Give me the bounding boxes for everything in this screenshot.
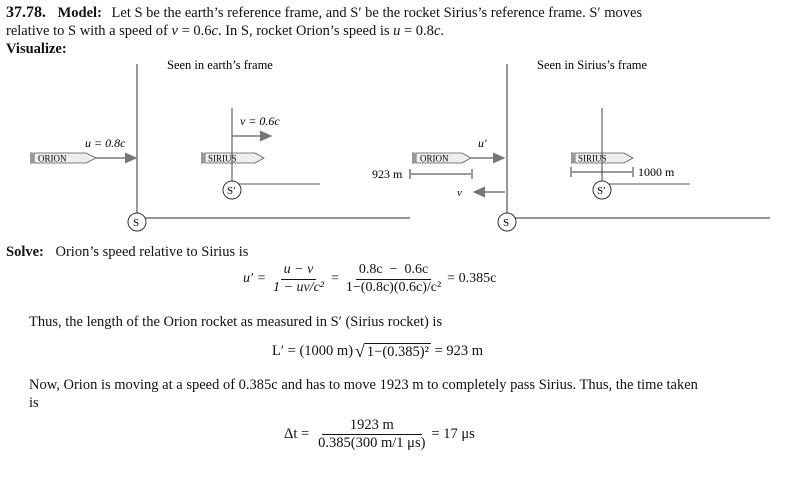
problem-number: 37.78. [6, 4, 46, 21]
visualize-label: Visualize: [6, 41, 67, 57]
now-line-2: is [29, 395, 39, 411]
problem-text-2g: . [440, 23, 444, 39]
S-origin-marker-right [498, 213, 516, 231]
problem-text-1: Let S be the earth’s reference frame, and S′ be the rocket Sirius’s reference frame. S′ moves [111, 5, 643, 21]
equation-u-prime [243, 263, 496, 295]
S-prime-origin-marker-right [593, 181, 611, 199]
S-origin-marker-left [128, 213, 146, 231]
eq1-f2-numerator: 0.8c − 0.6c [356, 263, 431, 280]
sqrt-sign: √ [355, 341, 365, 361]
c-symbol: c [211, 23, 218, 39]
eq1-fraction-1 [270, 263, 327, 295]
S-prime-origin-marker-left [223, 181, 241, 199]
solve-label: Solve: [6, 244, 44, 260]
eq2-lhs: L′ = (1000 m) [272, 343, 354, 359]
solve-line [6, 244, 248, 261]
orion-label-right: ORION [420, 153, 449, 164]
right-frame-title: Seen in Sirius’s frame [537, 58, 648, 72]
earth-frame-axes-right [507, 64, 770, 218]
frames-diagram [0, 56, 800, 246]
problem-text-2d: . In S, rocket Orion’s speed is [217, 23, 394, 39]
length-923-dimension [410, 169, 472, 179]
orion-rocket-left [30, 152, 96, 164]
orion-rocket-right [412, 152, 471, 164]
eq3-numerator: 1923 m [322, 418, 422, 435]
S-label-left: S [133, 217, 140, 229]
eq1-equals: = [330, 271, 339, 287]
now-line-1: Now, Orion is moving at a speed of 0.385c and has to move 1923 m to completely pass Sirius. Thus, the time taken [29, 377, 698, 393]
problem-text-2e: = 0.8 [400, 23, 434, 39]
speed-v-symbol: v [171, 23, 178, 39]
u-label: u = 0.8c [85, 136, 126, 150]
left-frame-title: Seen in earth’s frame [167, 58, 273, 72]
sirius-label-left: SIRIUS [208, 153, 237, 164]
eq1-f2-denominator: 1−(0.8c)(0.6c)/c² [345, 279, 442, 295]
u-prime-label: u′ [478, 136, 487, 150]
eq1-lhs: u′ = [243, 271, 267, 287]
earth-frame-axes [137, 64, 410, 218]
problem-line-2 [6, 23, 444, 40]
v-small-label: v [457, 187, 462, 199]
eq3-denominator: 0.385(300 m/1 μs) [318, 435, 426, 452]
problem-line-1 [6, 4, 642, 22]
S-label-right: S [503, 217, 510, 229]
orion-label-left: ORION [38, 153, 67, 164]
length-1000-label: 1000 m [638, 165, 675, 179]
eq3-lhs: Δt = [284, 426, 310, 443]
eq1-result: = 0.385c [447, 271, 497, 287]
solve-intro: Orion’s speed relative to Sirius is [55, 244, 249, 260]
eq1-f1-denominator: 1 − uv/c² [273, 279, 324, 295]
eq3-fraction [315, 418, 428, 451]
S-prime-label-right: S′ [597, 185, 606, 197]
problem-text-2a: relative to S with a speed of [6, 23, 172, 39]
speed-u-symbol: u [393, 23, 401, 39]
model-label: Model: [57, 5, 102, 21]
c-symbol-2: c [433, 23, 441, 39]
eq2-sqrt-content: 1−(0.385)² [366, 343, 429, 360]
sirius-label-right: SIRIUS [578, 153, 607, 164]
v-label: v = 0.6c [240, 114, 280, 128]
problem-text-2b: = 0.6 [177, 23, 212, 39]
S-prime-label-left: S′ [227, 185, 236, 197]
eq1-f1-numerator: u − v [281, 263, 317, 280]
eq3-result: = 17 μs [431, 426, 475, 443]
eq2-result: = 923 m [430, 343, 484, 359]
eq1-fraction-2 [343, 263, 444, 295]
length-923-label: 923 m [372, 167, 403, 181]
equation-time [284, 418, 475, 451]
equation-length [272, 341, 483, 362]
thus-line: Thus, the length of the Orion rocket as measured in S′ (Sirius rocket) is [29, 314, 443, 330]
